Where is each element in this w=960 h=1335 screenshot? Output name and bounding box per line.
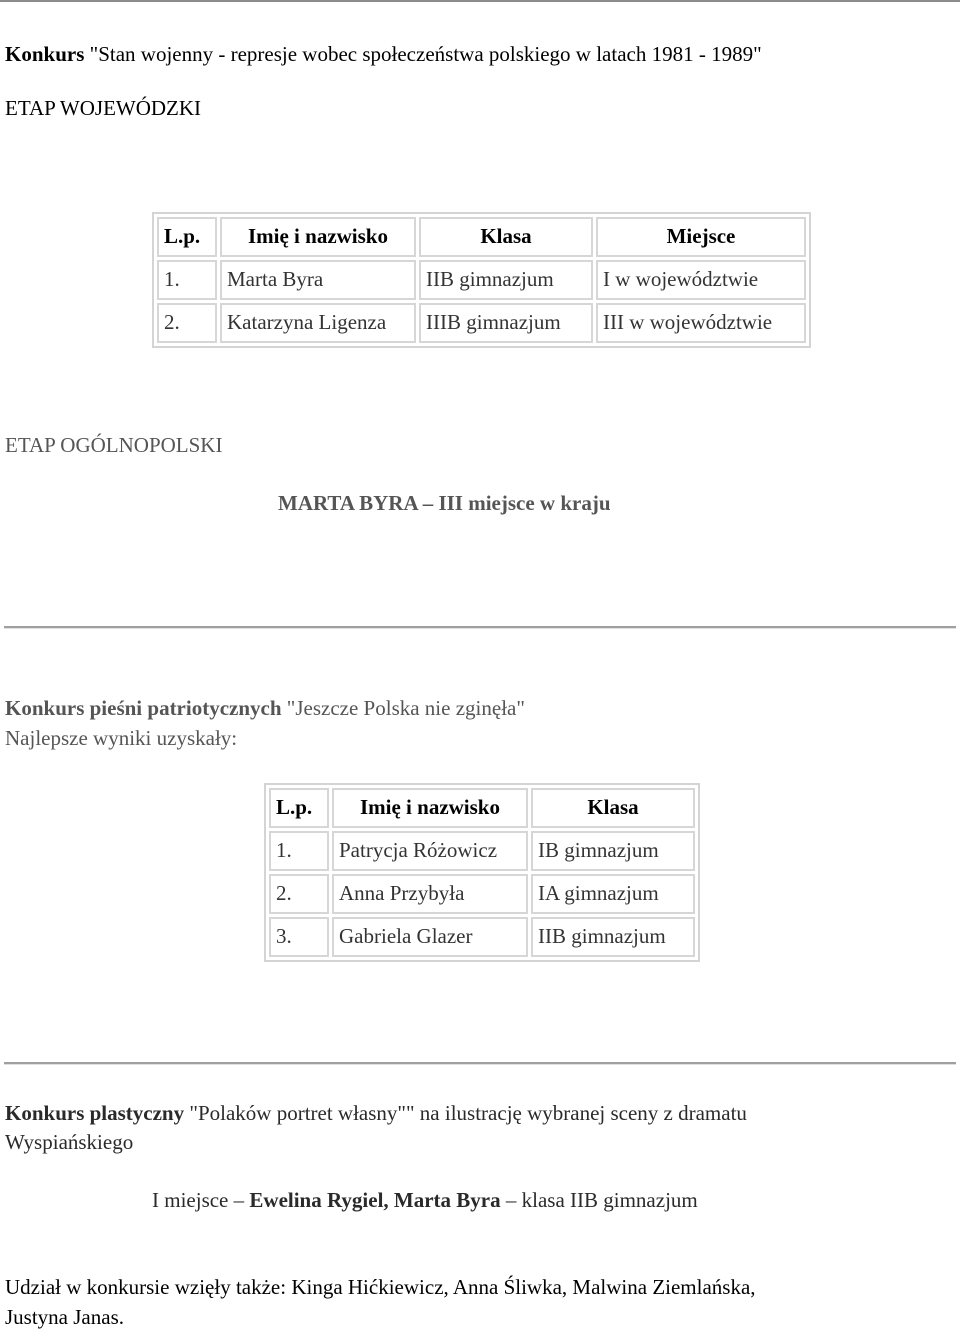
- table-cell: 2.: [157, 303, 217, 343]
- table-cell: 2.: [269, 874, 329, 914]
- table-row: [269, 917, 695, 957]
- header-cell: Klasa: [419, 217, 593, 257]
- section-divider: [4, 1062, 956, 1065]
- contest-title-3-continued: Wyspiańskiego: [5, 1130, 134, 1154]
- table-header-row: [157, 217, 806, 257]
- table-cell: Marta Byra: [220, 260, 416, 300]
- award-suffix: – klasa IIB gimnazjum: [500, 1188, 698, 1212]
- table-cell: Katarzyna Ligenza: [220, 303, 416, 343]
- stage-national-heading: ETAP OGÓLNOPOLSKI: [5, 433, 223, 457]
- table-cell: Anna Przybyła: [332, 874, 528, 914]
- regional-results-table: [152, 212, 811, 348]
- table-row: [269, 874, 695, 914]
- contest-title-1-rest: "Stan wojenny - represje wobec społeczeństwa polskiego w latach 1981 - 1989": [84, 42, 762, 66]
- best-results-label: Najlepsze wyniki uzyskały:: [5, 726, 238, 750]
- art-award: [152, 1188, 698, 1213]
- table-cell: IIB gimnazjum: [531, 917, 695, 957]
- header-cell: Imię i nazwisko: [220, 217, 416, 257]
- award-prefix: I miejsce –: [152, 1188, 250, 1212]
- contest-title-2-bold: Konkurs pieśni patriotycznych: [5, 696, 282, 720]
- contest-title-2: [5, 696, 525, 721]
- stage-regional-heading: ETAP WOJEWÓDZKI: [5, 96, 202, 120]
- table-cell: IIB gimnazjum: [419, 260, 593, 300]
- table-row: [157, 303, 806, 343]
- header-cell: Miejsce: [596, 217, 806, 257]
- table-cell: Gabriela Glazer: [332, 917, 528, 957]
- table-cell: III w województwie: [596, 303, 806, 343]
- song-results-table: [264, 783, 700, 962]
- header-cell: Klasa: [531, 788, 695, 828]
- participants-text: Udział w konkursie wzięły także: Kinga Hićkiewicz, Anna Śliwka, Malwina Ziemlańska,: [5, 1275, 756, 1299]
- contest-title-1-bold: Konkurs: [5, 42, 85, 66]
- header-cell: Imię i nazwisko: [332, 788, 528, 828]
- national-result: MARTA BYRA – III miejsce w kraju: [278, 491, 611, 515]
- table-cell: 1.: [269, 831, 329, 871]
- table-cell: IA gimnazjum: [531, 874, 695, 914]
- table-cell: I w województwie: [596, 260, 806, 300]
- contest-title-1: [5, 42, 762, 67]
- header-cell: L.p.: [269, 788, 329, 828]
- contest-title-3-rest: "Polaków portret własny"" na ilustrację wybranej sceny z dramatu: [184, 1101, 747, 1125]
- award-winners: Ewelina Rygiel, Marta Byra: [249, 1188, 501, 1212]
- contest-title-3: [5, 1101, 747, 1126]
- table-cell: IB gimnazjum: [531, 831, 695, 871]
- contest-title-3-bold: Konkurs plastyczny: [5, 1101, 185, 1125]
- participants-text-continued: Justyna Janas.: [5, 1305, 124, 1329]
- table-cell: Patrycja Różowicz: [332, 831, 528, 871]
- contest-title-2-rest: "Jeszcze Polska nie zginęła": [281, 696, 525, 720]
- table-cell: IIIB gimnazjum: [419, 303, 593, 343]
- section-divider: [4, 626, 956, 629]
- top-divider: [0, 0, 960, 2]
- table-row: [269, 831, 695, 871]
- table-header-row: [269, 788, 695, 828]
- table-cell: 3.: [269, 917, 329, 957]
- table-cell: 1.: [157, 260, 217, 300]
- header-cell: L.p.: [157, 217, 217, 257]
- table-row: [157, 260, 806, 300]
